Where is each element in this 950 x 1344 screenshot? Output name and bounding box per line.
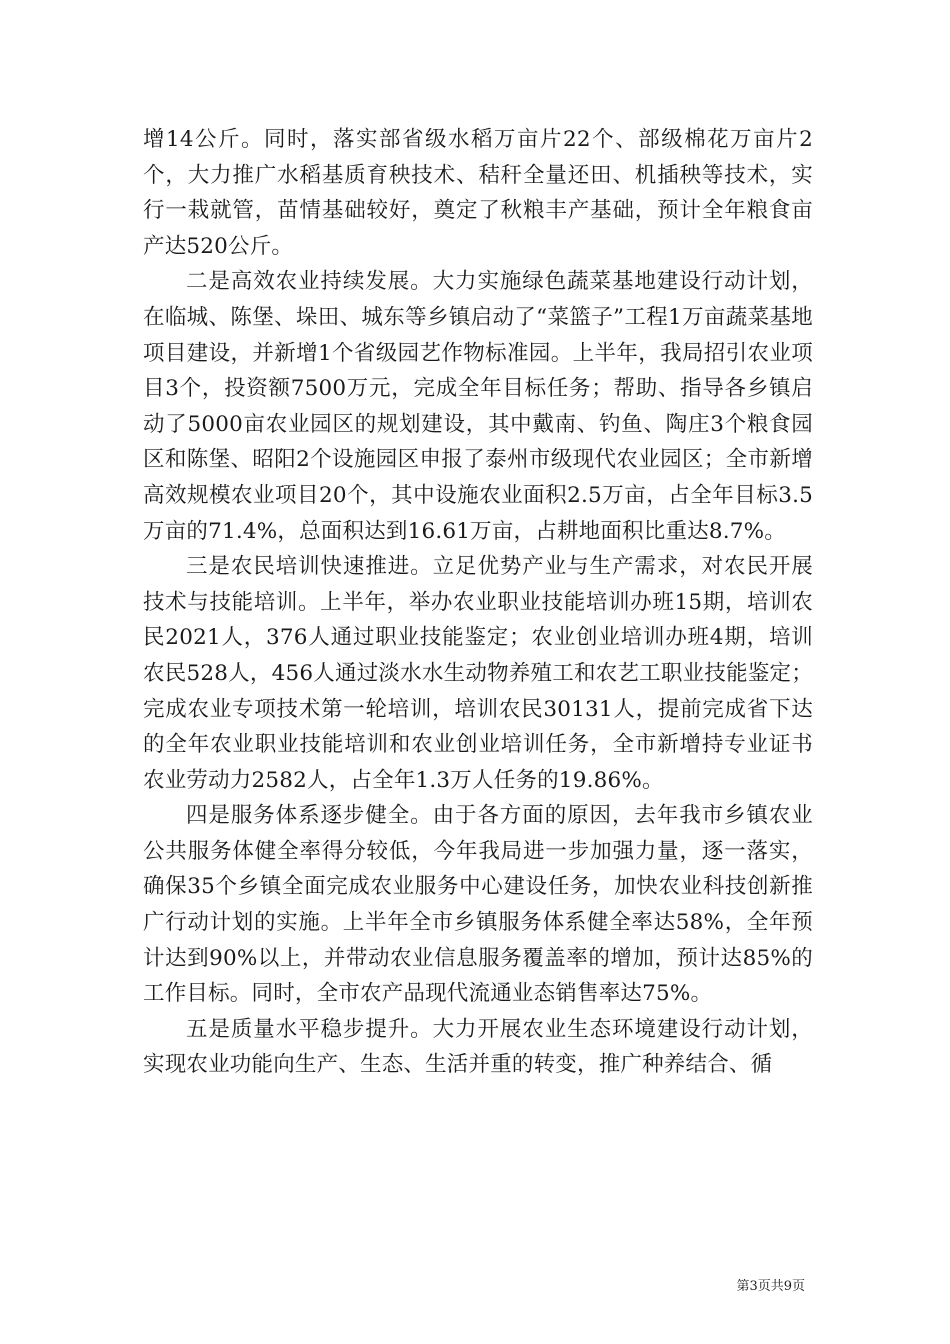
paragraph-4: 四是服务体系逐步健全。由于各方面的原因，去年我市乡镇农业公共服务体健全率得分较低，今年我局进一步加强力量，逐一落实，确保35个乡镇全面完成农业服务中心建设任务，加快农业科技创新推广行动计划的实施。上半年全市乡镇服务体系健全率达58%，全年预计达到90%以上，并带动农业信息服务覆盖率的增加，预计达85%的工作目标。同时，全市农产品现代流通业态销售率达75%。 bbox=[143, 803, 813, 1007]
page-number-indicator: 第3页共9页 bbox=[736, 1279, 805, 1294]
document-body bbox=[143, 122, 813, 1083]
paragraph-1: 增14公斤。同时，落实部省级水稻万亩片22个、部级棉花万亩片2个，大力推广水稻基质育秧技术、秸秆全量还田、机插秧等技术，实行一栽就管，苗情基础较好，奠定了秋粮丰产基础，预计全年粮食亩产达520公斤。 bbox=[143, 127, 813, 259]
paragraph-3: 三是农民培训快速推进。立足优势产业与生产需求，对农民开展技术与技能培训。上半年，举办农业职业技能培训办班15期，培训农民2021人，376人通过职业技能鉴定；农业创业培训办班4期，培训农民528人，456人通过淡水水生动物养殖工和农艺工职业技能鉴定；完成农业专项技术第一轮培训，培训农民30131人，提前完成省下达的全年农业职业技能培训和农业创业培训任务，全市新增持专业证书农业劳动力2582人，占全年1.3万人任务的19.86%。 bbox=[143, 554, 813, 793]
paragraph-2: 二是高效农业持续发展。大力实施绿色蔬菜基地建设行动计划，在临城、陈堡、垛田、城东等乡镇启动了“菜篮子”工程1万亩蔬菜基地项目建设，并新增1个省级园艺作物标准园。上半年，我局招引农业项目3个，投资额7500万元，完成全年目标任务；帮助、指导各乡镇启动了5000亩农业园区的规划建设，其中戴南、钓鱼、陶庄3个粮食园区和陈堡、昭阳2个设施园区申报了泰州市级现代农业园区；全市新增高效规模农业项目20个，其中设施农业面积2.5万亩，占全年目标3.5万亩的71.4%，总面积达到16.61万亩，占耕地面积比重达8.7%。 bbox=[143, 269, 813, 544]
paragraph-5: 五是质量水平稳步提升。大力开展农业生态环境建设行动计划，实现农业功能向生产、生态、生活并重的转变，推广种养结合、循 bbox=[143, 1016, 813, 1078]
